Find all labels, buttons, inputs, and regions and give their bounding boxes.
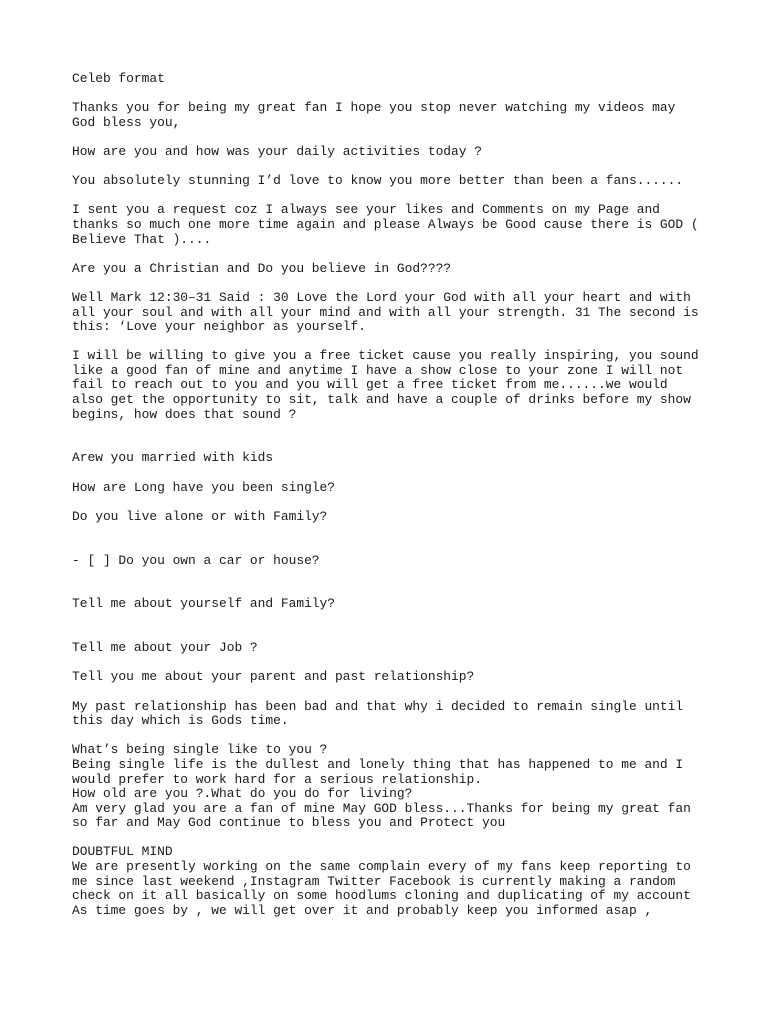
doubtful-mind-block bbox=[72, 845, 702, 918]
question-parents: Tell you me about your parent and past relationship? bbox=[72, 669, 475, 685]
line-how-old: How old are you ?.What do you do for living? bbox=[72, 786, 413, 802]
question-job: Tell me about your Job ? bbox=[72, 640, 258, 656]
doubtful-mind-body: We are presently working on the same complain every of my fans keep reporting to me since last weekend ,Instagram Twitter Facebook is currently making a random check on it all basically on some hoodlums cloning and duplicating of my account As time goes by , we will get over it and probably keep you informed asap , bbox=[72, 859, 699, 918]
doubtful-mind-heading: DOUBTFUL MIND bbox=[72, 844, 173, 860]
paragraph-christian: Are you a Christian and Do you believe in God???? bbox=[72, 260, 452, 276]
single-life-block bbox=[72, 743, 702, 831]
paragraph-scripture: Well Mark 12:30–31 Said : 30 Love the Lord your God with all your heart and with all your soul and with all your mind and with all your strength. 31 The second is this: ‘Love your neighbor as yourself. bbox=[72, 289, 707, 335]
paragraph-past-relationship: My past relationship has been bad and that why i decided to remain single until this day which is Gods time. bbox=[72, 698, 691, 729]
paragraph-thanks: Thanks you for being my great fan I hope you stop never watching my videos may God bless you, bbox=[72, 100, 684, 130]
line-single-life: Being single life is the dullest and lonely thing that has happened to me and I would prefer to work hard for a serious relationship. bbox=[72, 756, 691, 787]
line-being-single: What’s being single like to you ? bbox=[72, 742, 328, 758]
question-yourself: Tell me about yourself and Family? bbox=[72, 596, 336, 612]
paragraph-request: I sent you a request coz I always see your likes and Comments on my Page and thanks so much one more time again and please Always be Good cause there is GOD ( Believe That ).... bbox=[72, 202, 707, 247]
question-live-alone: Do you live alone or with Family? bbox=[72, 508, 328, 524]
line-glad-fan: Am very glad you are a fan of mine May GOD bless...Thanks for being my great fan so far and May God continue to bless you and Protect you bbox=[72, 800, 699, 831]
paragraph-stunning: You absolutely stunning I’d love to know you more better than been a fans...... bbox=[72, 173, 684, 189]
question-married: Arew you married with kids bbox=[72, 450, 274, 466]
question-car-house: - [ ] Do you own a car or house? bbox=[72, 552, 320, 568]
question-single: How are Long have you been single? bbox=[72, 479, 336, 495]
paragraph-how-are-you: How are you and how was your daily activities today ? bbox=[72, 143, 482, 159]
paragraph-free-ticket: I will be willing to give you a free ticket cause you really inspiring, you sound like a good fan of mine and anytime I have a show close to your zone I will not fail to reach out to you and you will get a free ticket from me......we would also get the opportunity to sit, talk and have a couple of drinks before my show begins, how does that sound ? bbox=[72, 348, 707, 422]
document-page bbox=[72, 71, 707, 933]
document-title: Celeb format bbox=[72, 71, 165, 86]
